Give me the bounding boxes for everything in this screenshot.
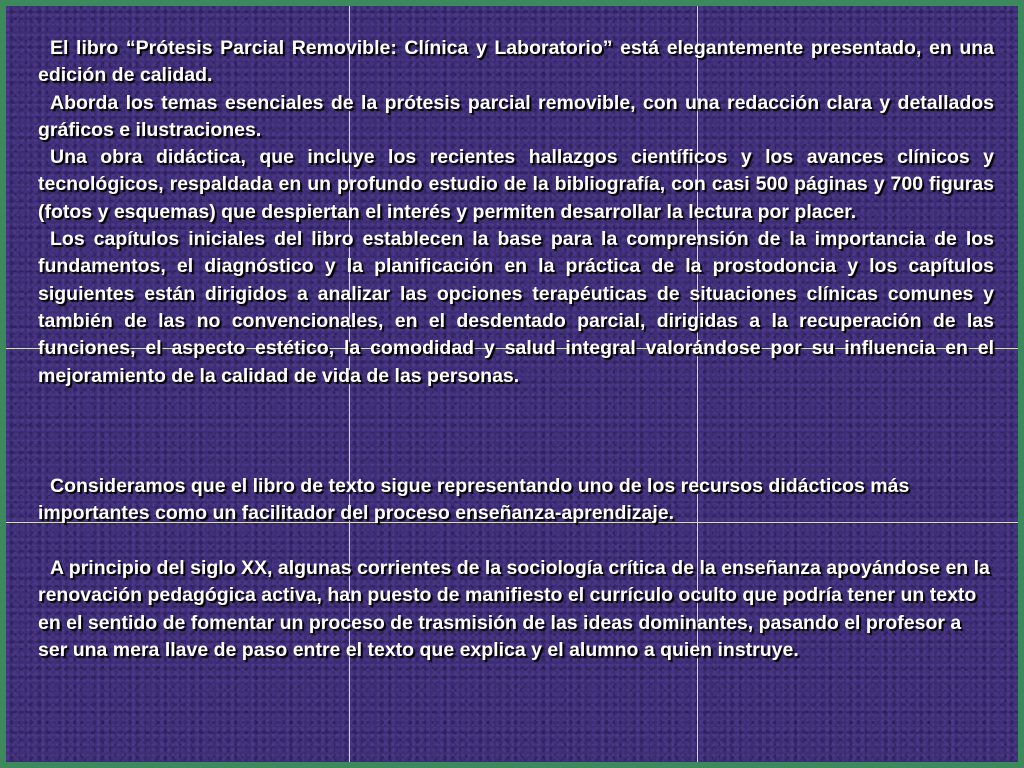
paragraph-topics: Aborda los temas esenciales de la prótesis parcial removible, con una redacción clara y detallados gráficos e ilustraciones.: [38, 91, 994, 141]
paragraph-chapters: Los capítulos iniciales del libro establecen la base para la comprensión de la importancia de los fundamentos, el diagnóstico y la planificación en la práctica de la prostodoncia y los capítulos siguientes están dirigidos a analizar las opciones terapéuticas de situaciones clínicas comunes y también de las no convencionales, en el desdentado parcial, dirigidas a la recuperación de las funciones, el aspecto estético, la comodidad y salud integral valorándose por su influencia en el mejoramiento de la calidad de vida de las personas.: [38, 228, 994, 387]
paragraph-sociology: A principio del siglo XX, algunas corrientes de la sociología crítica de la enseñanza apoyándose en la renovación pedagógica activa, han puesto de manifiesto el currículo oculto que podría tener un texto en el sentido de fomentar un proceso de trasmisión de las ideas dominantes, pasando el profesor a ser una mera llave de paso entre el texto que explica y el alumno a quien instruye.: [38, 557, 990, 661]
slide: [6, 6, 1018, 762]
text-block-main: [38, 35, 994, 390]
paragraph-book-presentation: El libro “Prótesis Parcial Removible: Clínica y Laboratorio” está elegantemente presentado, en una edición de calidad.: [38, 37, 994, 87]
paragraph-textbook-resource: Consideramos que el libro de texto sigue representando uno de los recursos didácticos más importantes como un facilitador del proceso enseñanza-aprendizaje.: [38, 475, 910, 525]
text-block-textbook: [38, 473, 994, 528]
paragraph-didactic-work: Una obra didáctica, que incluye los recientes hallazgos científicos y los avances clínicos y tecnológicos, respaldada en un profundo estudio de la bibliografía, con casi 500 páginas y 700 figuras (fotos y esquemas) que despiertan el interés y permiten desarrollar la lectura por placer.: [38, 146, 994, 223]
text-block-sociology: [38, 555, 994, 664]
